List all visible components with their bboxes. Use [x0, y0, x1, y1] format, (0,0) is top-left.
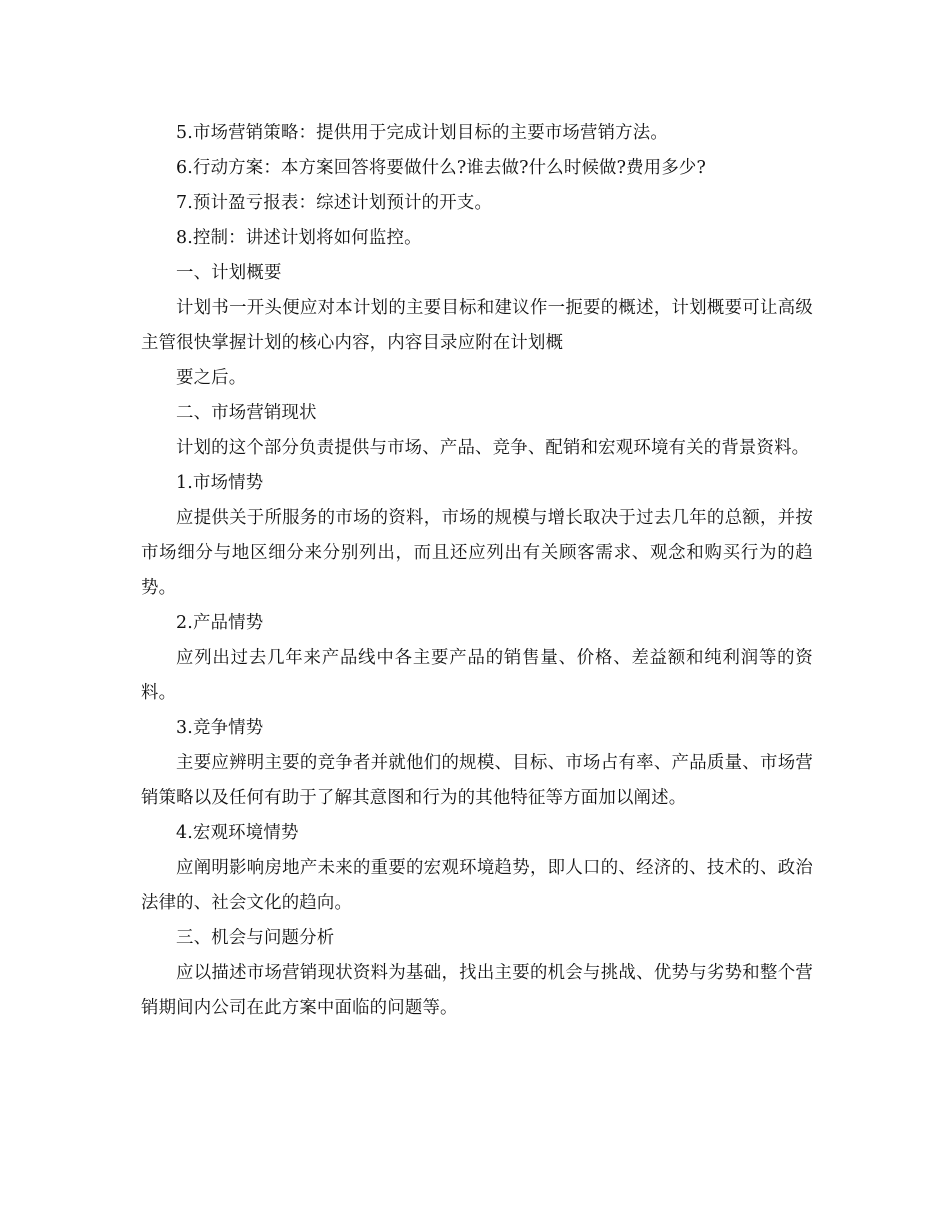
paragraph-opportunity-analysis: 应以描述市场营销现状资料为基础，找出主要的机会与挑战、优势与劣势和整个营销期间内公司在此方案中面临的问题等。 — [141, 963, 813, 1018]
paragraph-strategy: 5.市场营销策略：提供用于完成计划目标的主要市场营销方法。 — [176, 123, 668, 143]
document-body — [141, 116, 813, 1026]
paragraph-product-situation: 应列出过去几年来产品线中各主要产品的销售量、价格、差益额和纯利润等的资料。 — [141, 648, 813, 703]
paragraph-market-situation: 应提供关于所服务的市场的资料，市场的规模与增长取决于过去几年的总额，并按市场细分与地区细分来分别列出，而且还应列出有关顾客需求、观念和购买行为的趋势。 — [141, 508, 813, 598]
section-heading-opportunity-analysis: 三、机会与问题分析 — [176, 928, 335, 948]
paragraph-macro-environment: 应阐明影响房地产未来的重要的宏观环境趋势，即人口的、经济的、技术的、政治法律的、社会文化的趋向。 — [141, 858, 813, 913]
paragraph-action-plan: 6.行动方案：本方案回答将要做什么?谁去做?什么时候做?费用多少? — [176, 158, 707, 178]
paragraph-market-status: 计划的这个部分负责提供与市场、产品、竞争、配销和宏观环境有关的背景资料。 — [176, 438, 810, 458]
subheading-market-situation: 1.市场情势 — [176, 473, 264, 493]
section-heading-plan-summary: 一、计划概要 — [176, 263, 282, 283]
subheading-product-situation: 2.产品情势 — [176, 613, 264, 633]
paragraph-control: 8.控制：讲述计划将如何监控。 — [176, 228, 422, 248]
subheading-macro-environment: 4.宏观环境情势 — [176, 823, 299, 843]
paragraph-profit-loss: 7.预计盈亏报表：综述计划预计的开支。 — [176, 193, 493, 213]
subheading-competition-situation: 3.竞争情势 — [176, 718, 264, 738]
paragraph-plan-summary: 计划书一开头便应对本计划的主要目标和建议作一扼要的概述，计划概要可让高级主管很快掌握计划的核心内容，内容目录应附在计划概 — [141, 298, 813, 353]
section-heading-market-status: 二、市场营销现状 — [176, 403, 317, 423]
paragraph-competition-situation: 主要应辨明主要的竞争者并就他们的规模、目标、市场占有率、产品质量、市场营销策略以及任何有助于了解其意图和行为的其他特征等方面加以阐述。 — [141, 753, 813, 808]
paragraph-plan-summary-continued: 要之后。 — [176, 368, 247, 388]
